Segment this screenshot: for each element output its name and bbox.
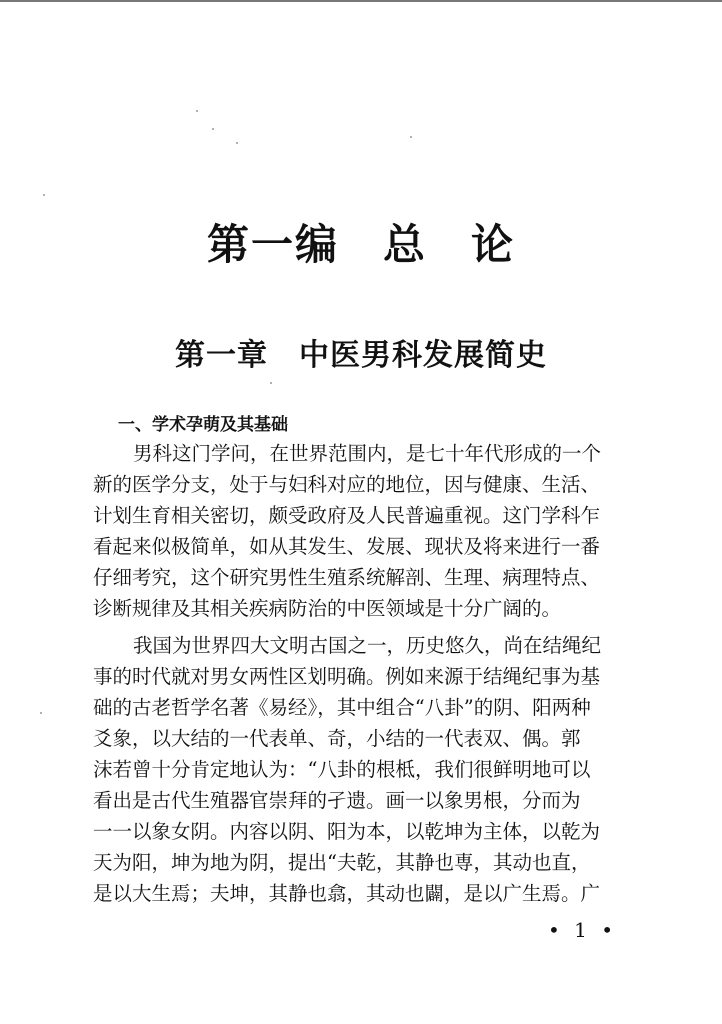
text-line: 新的医学分支，处于与妇科对应的地位，因与健康、生活、 bbox=[93, 473, 601, 496]
text-line: 天为阳，坤为地为阴，提出“夫乾，其静也専，其动也直， bbox=[93, 851, 591, 874]
text-line: 男科这门学问，在世界范围内，是七十年代形成的一个 bbox=[133, 442, 602, 465]
text-line: 一一以象女阴。内容以阴、阳为本，以乾坤为主体，以乾为 bbox=[93, 820, 601, 843]
paragraph bbox=[93, 630, 641, 909]
scan-speck bbox=[40, 712, 42, 714]
scan-speck bbox=[196, 110, 198, 112]
scan-speck bbox=[270, 382, 272, 384]
scan-speck bbox=[212, 128, 214, 130]
scan-speck bbox=[43, 194, 45, 196]
section-heading: 一、学术孕萌及其基础 bbox=[118, 415, 288, 435]
chapter-title: 第一章 中医男科发展简史 bbox=[175, 338, 547, 373]
text-line: 诊断规律及其相关疾病防治的中医领域是十分广阔的。 bbox=[93, 597, 562, 620]
text-line: 我国为世界四大文明古国之一，历史悠久，尚在结绳纪 bbox=[133, 634, 602, 657]
text-line: 爻象，以大结的一代表单、奇，小结的一代表双、偶。郭 bbox=[93, 727, 581, 750]
scan-speck bbox=[410, 136, 412, 138]
part-title: 第一编 总 论 bbox=[206, 220, 515, 269]
text-line: 础的古老哲学名著《易经》，其中组合“八卦”的阴、阳两种 bbox=[93, 696, 591, 719]
text-line: 看起来似极简单，如从其发生、发展、现状及将来进行一番 bbox=[93, 535, 601, 558]
text-line: 看出是古代生殖器官崇拜的孑遗。画一以象男根，分而为 bbox=[93, 789, 581, 812]
paragraph bbox=[93, 438, 641, 624]
scan-speck bbox=[236, 142, 238, 144]
text-line: 沫若曾十分肯定地认为：“八卦的根柢，我们很鲜明地可以 bbox=[93, 758, 591, 781]
body-text bbox=[93, 438, 641, 909]
text-line: 计划生育相关密切，颇受政府及人民普遍重视。这门学科乍 bbox=[93, 504, 601, 527]
page-number: • 1 • bbox=[548, 918, 618, 942]
text-line: 是以大生焉；夫坤，其静也翕，其动也闢，是以广生焉。广 bbox=[93, 882, 601, 905]
text-line: 仔细考究，这个研究男性生殖系统解剖、生理、病理特点、 bbox=[93, 566, 601, 589]
text-line: 事的时代就对男女两性区划明确。例如来源于结绳纪事为基 bbox=[93, 665, 601, 688]
top-border-line bbox=[0, 0, 722, 2]
